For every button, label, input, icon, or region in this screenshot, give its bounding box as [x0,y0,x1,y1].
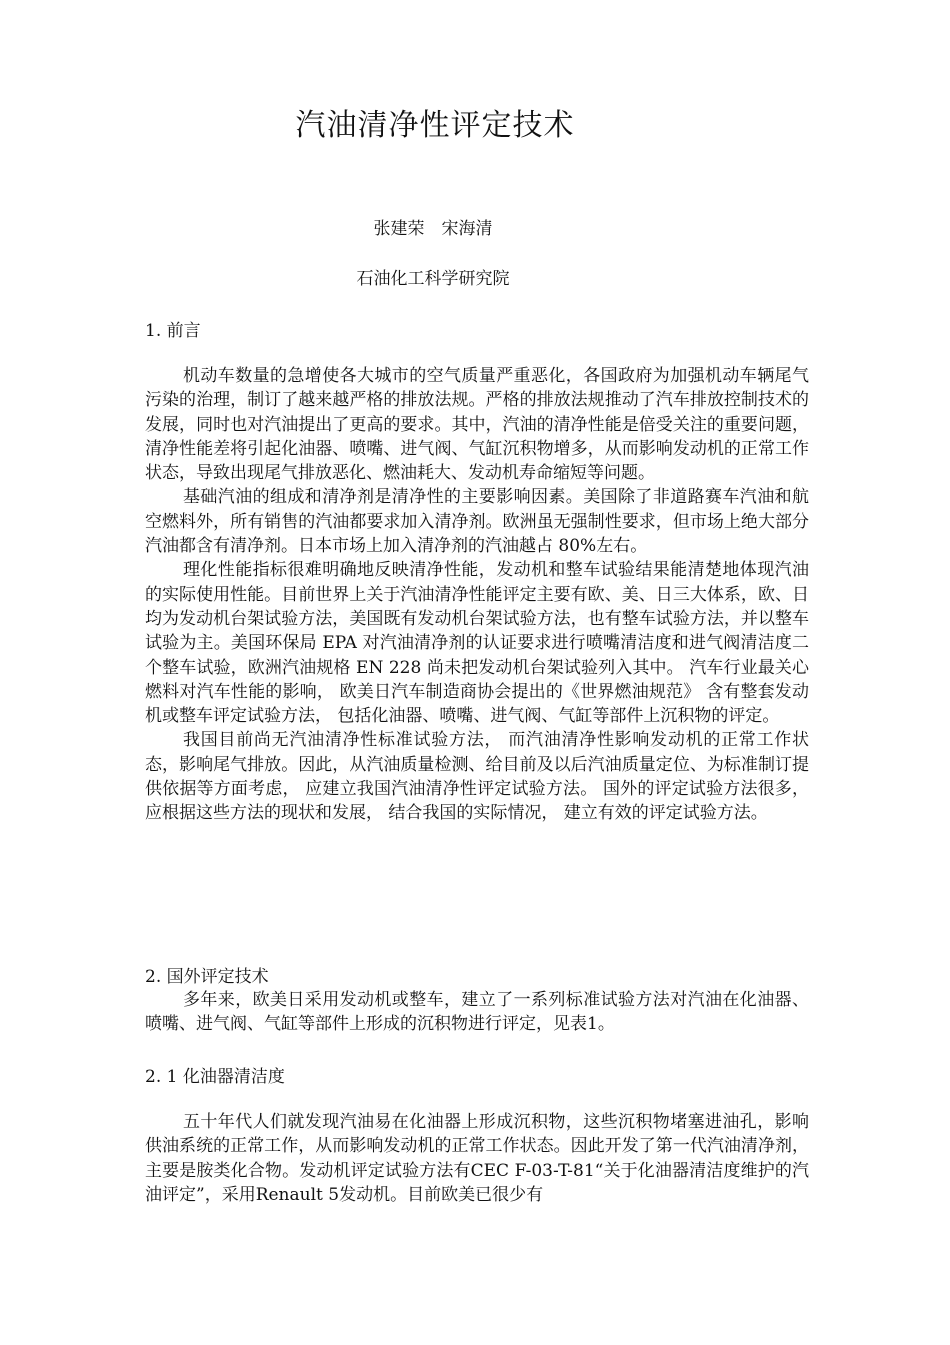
paragraph: 多年来，欧美日采用发动机或整车，建立了一系列标准试验方法对汽油在化油器、喷嘴、进气阀、气缸等部件上形成的沉积物进行评定，见表1。 [145,990,809,1035]
section-heading-foreign-techniques: 2. 国外评定技术 [145,967,269,987]
section-heading-preface: 1. 前言 [145,321,201,341]
document-title: 汽油清净性评定技术 [295,108,575,143]
authors: 张建荣 宋海清 [373,219,493,239]
paragraph: 理化性能指标很难明确地反映清净性能，发动机和整车试验结果能清楚地体现汽油的实际使用性能。目前世界上关于汽油清净性能评定主要有欧、美、日三大体系，欧、日均为发动机台架试验方法，美国既有发动机台架试验方法，也有整车试验方法，并以整车试验为主。美国环保局 EPA 对汽油清净剂的认证要求进行喷嘴清洁度和进气阀清洁度二个整车试验，欧洲汽油规格 EN 228 尚未把发动机台架试验列入其中。 汽车行业最关心燃料对汽车性能的影响， 欧美日汽车制造商协会提出的《世界燃油规范》 含有整套发动机或整车评定试验方法， 包括化油器、喷嘴、进气阀、气缸等部件上沉积物的评定。 [145,560,809,727]
paragraph: 机动车数量的急增使各大城市的空气质量严重恶化，各国政府为加强机动车辆尾气污染的治理，制订了越来越严格的排放法规。严格的排放法规推动了汽车排放控制技术的发展，同时也对汽油提出了更高的要求。其中，汽油的清净性能是倍受关注的重要问题，清净性能差将引起化油器、喷嘴、进气阀、气缸沉积物增多，从而影响发动机的正常工作状态，导致出现尾气排放恶化、燃油耗大、发动机寿命缩短等问题。 [145,366,809,484]
section-heading-carburetor-cleanliness: 2. 1 化油器清洁度 [145,1067,285,1087]
affiliation: 石油化工科学研究院 [356,269,510,289]
section-body-preface [145,364,809,826]
paragraph: 五十年代人们就发现汽油易在化油器上形成沉积物，这些沉积物堵塞进油孔，影响供油系统的正常工作，从而影响发动机的正常工作状态。因此开发了第一代汽油清净剂，主要是胺类化合物。发动机评定试验方法有CEC F-03-T-81“关于化油器清洁度维护的汽油评定”，采用Renault 5发动机。目前欧美已很少有 [145,1112,809,1205]
paragraph: 基础汽油的组成和清净剂是清净性的主要影响因素。美国除了非道路赛车汽油和航空燃料外，所有销售的汽油都要求加入清净剂。欧洲虽无强制性要求，但市场上绝大部分汽油都含有清净剂。日本市场上加入清净剂的汽油越占 80%左右。 [145,487,809,557]
section-body-carburetor-cleanliness [145,1110,809,1207]
section-body-foreign-techniques [145,988,809,1037]
paragraph: 我国目前尚无汽油清净性标准试验方法， 而汽油清净性影响发动机的正常工作状态，影响尾气排放。因此，从汽油质量检测、给目前及以后汽油质量定位、为标准制订提供依据等方面考虑， 应建立我国汽油清净性评定试验方法。 国外的评定试验方法很多， 应根据这些方法的现状和发展， 结合我国的实际情况， 建立有效的评定试验方法。 [145,730,809,824]
